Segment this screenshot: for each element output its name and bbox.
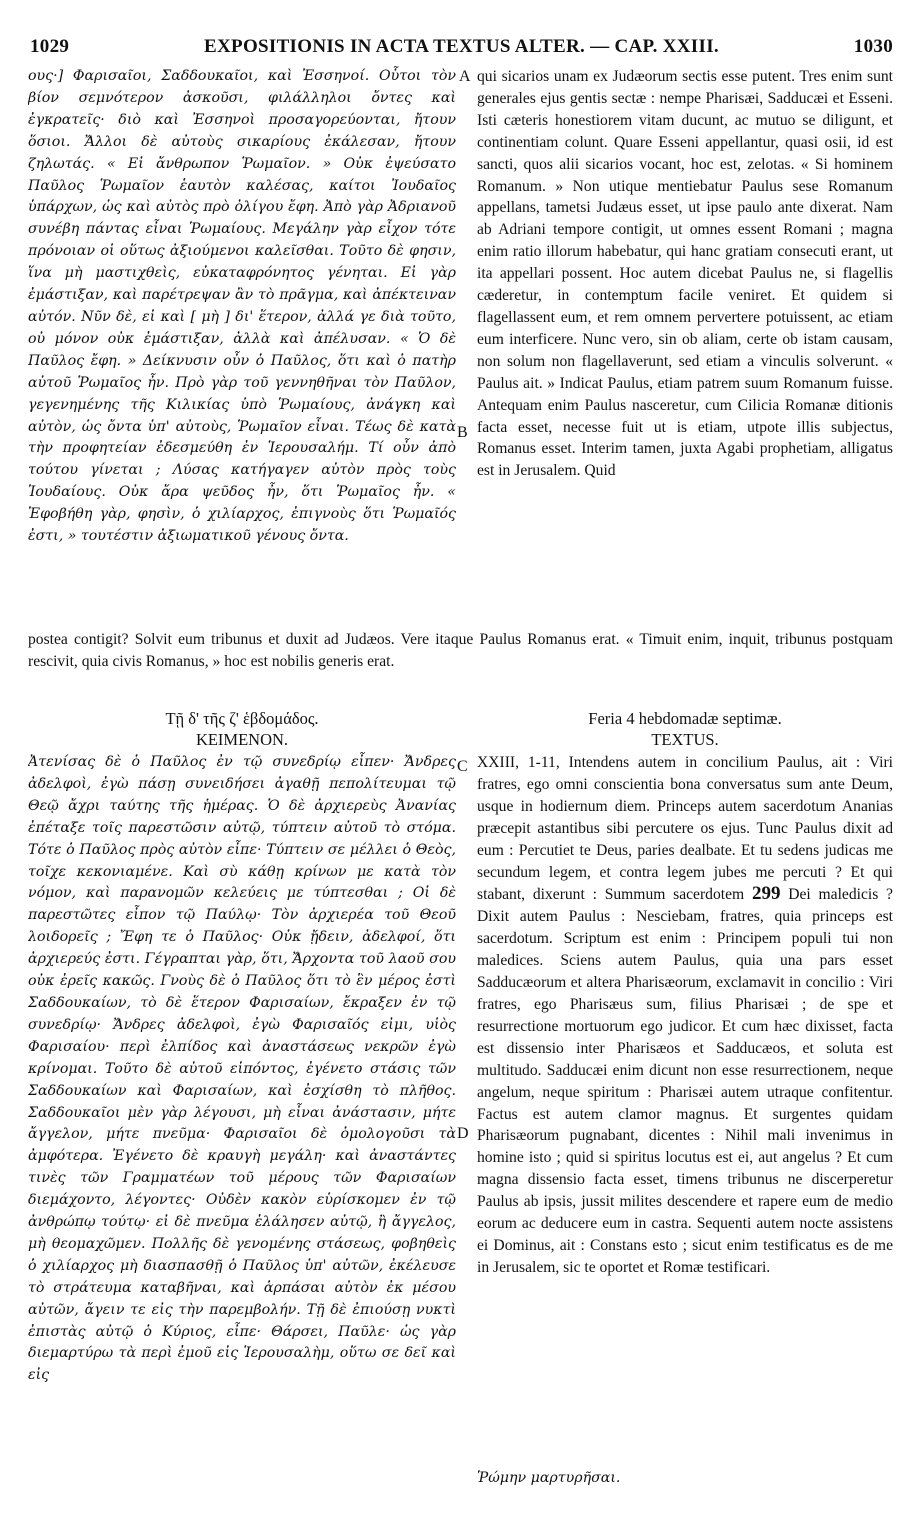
marker-b: B [457, 424, 468, 441]
lower-greek-text: Ἀτενίσας δὲ ὁ Παῦλος ἐν τῷ συνεδρίῳ εἶπεν· Ἄνδρες ἀδελφοὶ, ἐγὼ πάσῃ συνειδήσει ἀγαθῇ πεπολίτευμαι τῷ Θεῷ ἄχρι ταύτης τῆς ἡμέρας. Ὁ δὲ ἀρχιερεὺς Ἀνανίας ἐπέταξε τοῖς παρεστῶσιν αὐτῷ, τύπτειν αὐτοῦ τὸ στόμα. Τότε ὁ Παῦλος πρὸς αὐτὸν εἶπε· Τύπτειν σε μέλλει ὁ Θεὸς, τοῖχε κεκονιαμένε. Καὶ σὺ κάθῃ κρίνων με κατὰ τὸν νόμον, καὶ παρανομῶν κελεύεις με τύπτεσθαι ; Οἱ δὲ παρεστῶτες εἶπον τῷ Παύλῳ· Τὸν ἀρχιερέα τοῦ Θεοῦ λοιδορεῖς ; Ἔφη τε ὁ Παῦλος· Οὐκ ᾔδειν, ἀδελφοί, ὅτι ἀρχιερεύς ἐστι. Γέγραπται γὰρ, ὅτι, Ἄρχοντα τοῦ λαοῦ σου οὐκ ἐρεῖς κακῶς. Γνοὺς δὲ ὁ Παῦλος ὅτι τὸ ἓν μέρος ἐστὶ Σαδδουκαίων, τὸ δὲ ἕτερον Φαρισαίων, ἔκραξεν ἐν τῷ συνεδρίῳ· Ἄνδρες ἀδελφοὶ, ἐγὼ Φαρισαῖός εἰμι, υἱὸς Φαρισαίου· περὶ ἐλπίδος καὶ ἀναστάσεως νεκρῶν ἐγὼ κρίνομαι. Τοῦτο δὲ αὐτοῦ εἰπόντος, ἐγένετο στάσις τῶν Σαδδουκαίων καὶ Φαρισαίων, καὶ ἐσχίσθη τὸ πλῆθος. Σαδδουκαῖοι μὲν γὰρ λέγουσι, μὴ εἶναι ἀνάστασιν, μήτε ἄγγελον, μήτε πνεῦμα· Φαρισαῖοι δὲ ὁμολογοῦσι τὰ ἀμφότερα. Ἐγένετο δὲ κραυγὴ μεγάλη· καὶ ἀναστάντες τινὲς τῶν Γραμματέων τοῦ μέρους τῶν Φαρισαίων διεμάχοντο, λέγοντες· Οὐδὲν κακὸν εὑρίσκομεν ἐν τῷ ἀνθρώπῳ τούτῳ· εἰ δὲ πνεῦμα ἐλάλησεν αὐτῷ, ἢ ἄγγελος, μὴ θεομαχῶμεν. Πολλῆς δὲ γενομένης στάσεως, φοβηθεὶς ὁ χιλίαρχος μὴ διασπασθῇ ὁ Παῦλος ὑπ' αὐτῶν, ἐκέλευσε τὸ στράτευμα καταβῆναι, καὶ ἁρπάσαι αὐτὸν ἐκ μέσου αὐτῶν, ἄγειν τε εἰς τὴν παρεμβολήν. Τῇ δὲ ἐπιούσῃ νυκτὶ ἐπιστὰς αὐτῷ ὁ Κύριος, εἶπε· Θάρσει, Παῦλε· ὡς γὰρ διεμαρτύρω τὰ περὶ ἐμοῦ εἰς Ἱερουσαλὴμ, οὕτω σε δεῖ καὶ εἰς [28, 754, 456, 1384]
greek-heading-line-1: Τῇ δ' τῆς ζ' ἑβδομάδος. [165, 709, 319, 728]
marker-d: D [457, 1125, 469, 1142]
latin-heading-line-1: Feria 4 hebdomadæ septimæ. [588, 709, 782, 728]
greek-section-heading [28, 708, 456, 750]
bridging-latin-text [28, 629, 893, 699]
greek-heading-line-2: ΚΕΙΜΕΝΟΝ. [195, 730, 289, 749]
latin-section-heading [477, 708, 893, 750]
lower-latin-column [477, 752, 893, 1467]
lower-latin-paragraph [477, 752, 893, 1279]
latin-heading-line-2: TEXTUS. [651, 730, 719, 749]
tail-greek-line [477, 1468, 893, 1492]
tail-greek-text: Ῥώμην μαρτυρῆσαι. [477, 1470, 621, 1486]
upper-latin-text: qui sicarios unam ex Judæorum sectis esse putent. Tres enim sunt generales ejus gentis sectæ : nempe Pharisæi, Sadducæi et Esseni. Isti cæteris honestiorem vitam ducunt, ac mutuo se diligunt, et continentiam colunt. Quare Esseni appellantur, quasi osii, id est sancti, quos alii sicarios vocant, hoc est, zelotas. « Si hominem Romanum. » Non utique mentiebatur Paulus sese Romanum appellans, tametsi Judæus esset, ut ipse paulo ante dixerat. Nam ab Adriani tempore contigit, ut omnes essent Romani ; magna enim ratio illorum habebatur, qui hanc gratiam consecuti erant, ut ita appellari possent. Hoc autem dicebat Paulus ne, si flagellis cæderetur, in contemptum facile veniret. Et quidem si flagellassent eum, et rem omnem pervertere potuissent, ac etiam eum interficere. Nunc vero, sin ob aliam, certe ob istam causam, non solum non flagellaverunt, sed etiam a vinculis solverunt. « Paulus ait. » Indicat Paulus, etiam patrem suum Romanum fuisse. Antequam enim Paulus nasceretur, cum Cilicia Romanæ ditionis facta esset, necesse fuit ut is etiam, utpote illis subjectus, Romanus esset. Interim tamen, juxta Agabi prophetiam, alligatus est in Jerusalem. Quid [477, 68, 893, 480]
lower-greek-column [28, 752, 456, 1502]
upper-latin-column [477, 66, 893, 648]
running-title: EXPOSITIONIS IN ACTA TEXTUS ALTER. — CAP. XXIII. [204, 36, 719, 57]
edition-page-number: 299 [751, 883, 781, 905]
page-number-left: 1029 [30, 36, 70, 57]
upper-greek-column [28, 66, 456, 648]
marker-c: C [457, 758, 468, 775]
page-number-right: 1030 [853, 36, 893, 57]
running-header [30, 36, 893, 62]
upper-greek-text: ους·] Φαρισαῖοι, Σαδδουκαῖοι, καὶ Ἐσσηνοί. Οὗτοι τὸν βίον σεμνότερον ἀσκοῦσι, φιλάλληλοι ὄντες καὶ ἐγκρατεῖς· διὸ καὶ Ἐσσηνοὶ προσαγορεύονται, ἤτουν ὅσιοι. Ἄλλοι δὲ αὐτοὺς σικαρίους ἐκάλεσαν, ἤτουν ζηλωτάς. « Εἰ ἄνθρωπον Ῥωμαῖον. » Οὐκ ἐψεύσατο Παῦλος Ῥωμαῖον ἑαυτὸν καλέσας, καίτοι Ἰουδαῖος ὑπάρχων, ὡς καὶ αὐτὸς πρὸ ὀλίγου ἔφη. Ἀπὸ γὰρ Ἀδριανοῦ συνέβη πάντας εἶναι Ῥωμαίους. Μεγάλην γὰρ εἶχον τότε πρόνοιαν οἱ οὕτως ἀξιούμενοι καλεῖσθαι. Τοῦτο δὲ φησιν, ἵνα μὴ μαστιχθεὶς, εὐκαταφρόνητος γένηται. Εἰ γὰρ ἐμάστιξαν, καὶ παρέτρεψαν ἂν τὸ πρᾶγμα, καὶ ἀπέκτειναν αὐτόν. Νῦν δὲ, εἰ καὶ [ μὴ ] δι' ἕτερον, ἀλλά γε διὰ τοῦτο, οὐ μόνον οὐκ ἐμάστιξαν, ἀλλὰ καὶ ἀπέλυσαν. « Ὁ δὲ Παῦλος ἔφη. » Δείκνυσιν οὖν ὁ Παῦλος, ὅτι καὶ ὁ πατὴρ αὐτοῦ Ῥωμαῖος ἦν. Πρὸ γὰρ τοῦ γεννηθῆναι τὸν Παῦλον, γεγενημένης τῆς Κιλικίας ὑπὸ Ῥωμαίους, ἀνάγκη καὶ αὐτὸν, ὡς ὄντα ὑπ' αὐτοὺς, Ῥωμαῖον εἶναι. Τέως δὲ κατὰ τὴν προφητείαν ἐδεσμεύθη ἐν Ἱερουσαλήμ. Τί οὖν ἀπὸ τούτου γίνεται ; Λύσας κατήγαγεν αὐτὸν πρὸς τοὺς Ἰουδαίους. Οὐκ ἄρα ψεῦδος ἦν, ὅτι Ῥωμαῖος ἦν. « Ἐφοβήθη γὰρ, φησὶν, ὁ χιλίαρχος, ἐπιγνοὺς ὅτι Ῥωμαῖός ἐστι, » τουτέστιν ἀξιωματικοῦ γένους ὄντα. [28, 68, 456, 545]
lower-latin-text-b: Dei maledicis ? Dixit autem Paulus : Nesciebam, fratres, quia princeps est sacerdotum. Scriptum est enim : Principem populi tui non maledices. Sciens autem Paulus, quia una pars esset Sadducæorum et altera Pharisæorum, exclamavit in concilio : Viri fratres, ego Pharisæus sum, filius Pharisæi ; de spe et resurrectione mortuorum ego judicor. Et cum hæc dixisset, facta est dissensio inter Pharisæos et Sadducæos, et soluta est multitudo. Sadducæi enim dicunt non esse resurrectionem, neque angelum, neque spiritum : Pharisæi autem utraque confitentur. Factus est autem clamor magnus. Et surgentes quidam Pharisæorum pugnabant, dicentes : Nihil mali invenimus in homine isto ; quid si spiritus locutus est ei, aut angelus ? Et cum magna dissensio facta esset, timens tribunus ne discerperetur Paulus ab ipsis, jussit milites descendere et rapere eum de medio eorum ac deducere eum in castra. Sequenti autem nocte assistens ei Dominus, ait : Constans esto ; sicut enim testificatus es de me in Jerusalem, sic te oportet et Romæ testificari. [477, 886, 893, 1276]
lower-latin-text-a: XXIII, 1-11, Intendens autem in concilium Paulus, ait : Viri fratres, ego omni conscientia bona conversatus sum ante Deum, usque in hodiernum diem. Princeps autem sacerdotum Ananias præcepit astantibus sibi percutere os ejus. Tunc Paulus dixit ad eum : Percutiet te Deus, paries dealbate. Et tu sedens judicas me secundum legem, et contra legem jubes me percuti ? Et qui stabant, dixerunt : Summum sacerdotem [477, 754, 893, 904]
bridging-latin-line: postea contigit? Solvit eum tribunus et duxit ad Judæos. Vere itaque Paulus Romanus erat. « Timuit enim, inquit, tribunus postquam rescivit, quia civis Romanus, » hoc est nobilis generis erat. [28, 631, 893, 670]
marker-a: A [459, 68, 471, 85]
